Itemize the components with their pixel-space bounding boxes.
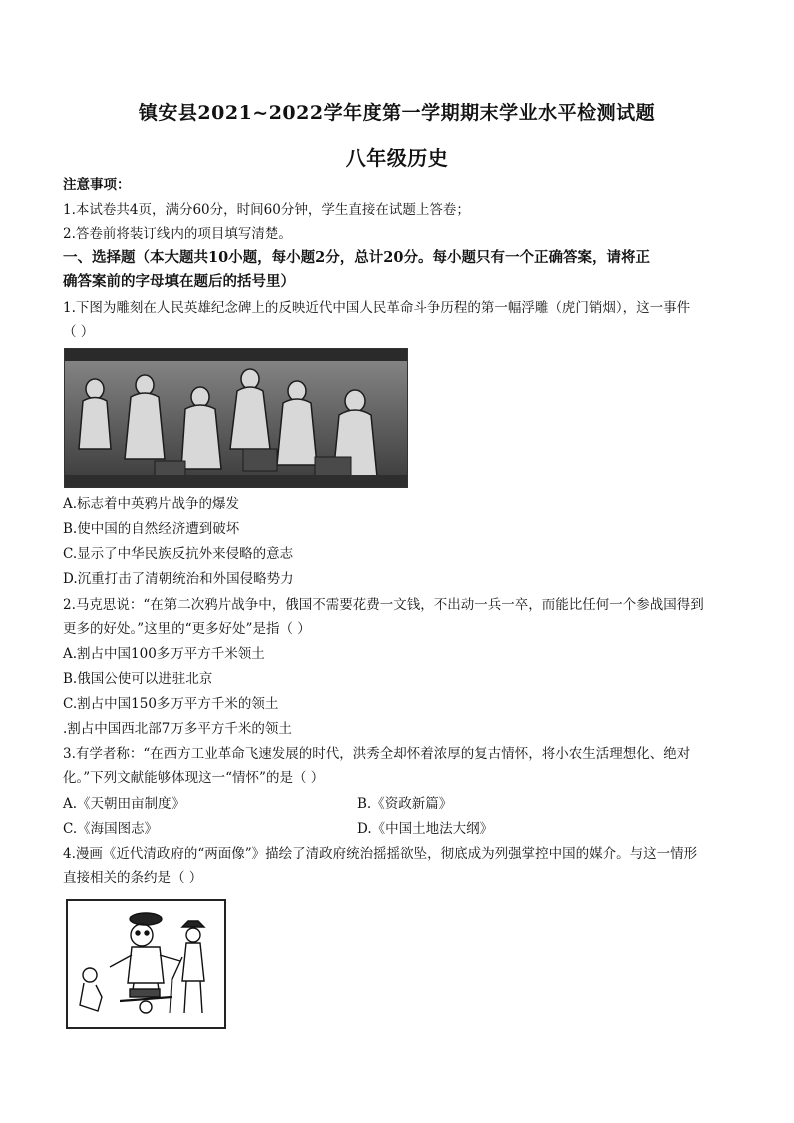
q1-option-a: A.标志着中英鸦片战争的爆发	[63, 496, 240, 512]
q1-option-b: B.使中国的自然经济遭到破坏	[63, 521, 240, 537]
q3-stem-line2: 化。”下列文献能够体现这一“情怀”的是（ ）	[63, 770, 325, 786]
exam-subtitle: 八年级历史	[345, 146, 449, 170]
q4-stem-line2: 直接相关的条约是（ ）	[63, 870, 203, 886]
q2-stem-line2: 更多的好处。”这里的“更多好处”是指（ ）	[63, 621, 311, 637]
q3-option-c: C.《海国图志》	[63, 821, 159, 837]
q1-stem-line2: （ ）	[63, 324, 95, 340]
two-faced-cartoon-image	[66, 899, 226, 1029]
q4-stem-line1: 4.漫画《近代清政府的“两面像”》描绘了清政府统治摇摇欲坠，彻底成为列强掌控中国的媒介。与这一情形	[63, 846, 698, 862]
section-heading-line2: 确答案前的字母填在题后的括号里）	[63, 273, 295, 290]
q1-option-c: C.显示了中华民族反抗外来侵略的意志	[63, 546, 294, 562]
humen-relief-image	[64, 348, 408, 488]
cartoon-drawing-graphic	[68, 901, 224, 1027]
q2-option-d: .割占中国西北部7万多平方千米的领土	[63, 721, 292, 737]
exam-title: 镇安县2021~2022学年度第一学期期末学业水平检测试题	[138, 102, 656, 124]
notice-item-1: 1.本试卷共4页，满分60分，时间60分钟，学生直接在试题上答卷；	[63, 202, 470, 218]
q3-option-d: D.《中国土地法大纲》	[357, 821, 494, 837]
section-heading-line1: 一、选择题（本大题共10小题，每小题2分，总计20分。每小题只有一个正确答案，请将正	[63, 249, 650, 266]
q2-stem-line1: 2.马克思说：“在第二次鸦片战争中，俄国不需要花费一文钱，不出动一兵一卒，而能比任何一个参战国得到	[63, 597, 704, 613]
notice-heading: 注意事项：	[63, 177, 131, 193]
q3-option-b: B.《资政新篇》	[357, 796, 453, 812]
q3-option-a: A.《天朝田亩制度》	[63, 796, 186, 812]
q3-stem-line1: 3.有学者称：“在西方工业革命飞速发展的时代，洪秀全却怀着浓厚的复古情怀，将小农生活理想化、绝对	[63, 746, 691, 762]
relief-sculpture-graphic	[65, 349, 407, 487]
q1-stem-line1: 1.下图为雕刻在人民英雄纪念碑上的反映近代中国人民革命斗争历程的第一幅浮雕（虎门销烟），这一事件	[63, 300, 691, 316]
q2-option-c: C.割占中国150多万平方千米的领土	[63, 696, 279, 712]
q2-option-b: B.俄国公使可以进驻北京	[63, 671, 213, 687]
q1-option-d: D.沉重打击了清朝统治和外国侵略势力	[63, 571, 294, 587]
q2-option-a: A.割占中国100多万平方千米领土	[63, 646, 265, 662]
notice-item-2: 2.答卷前将装订线内的项目填写清楚。	[63, 226, 292, 242]
